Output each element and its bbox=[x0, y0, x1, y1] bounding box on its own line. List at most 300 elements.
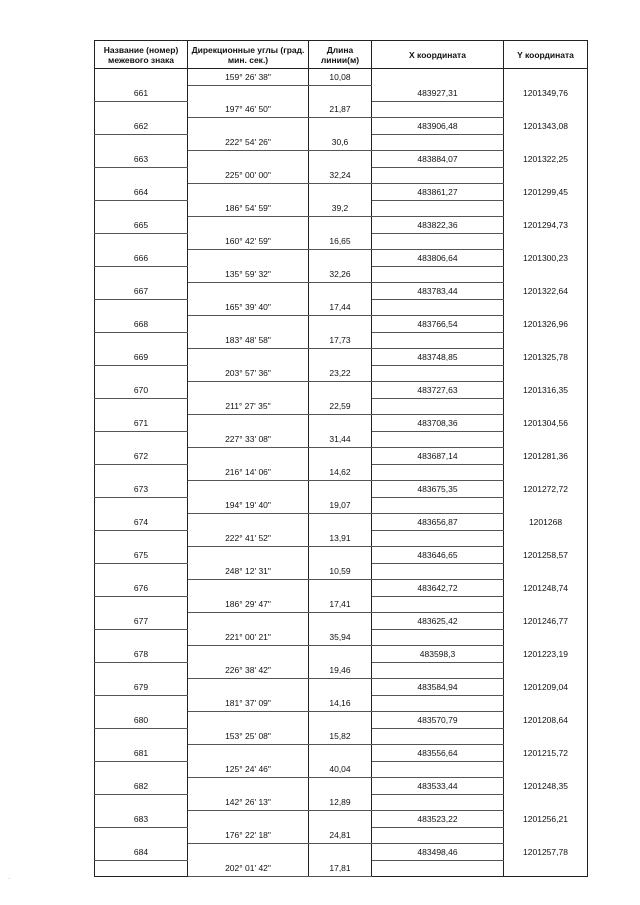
line-length-cell: 10,59 bbox=[309, 563, 372, 580]
point-name-cell: 661 bbox=[95, 85, 188, 101]
line-length-cell: 35,94 bbox=[309, 629, 372, 646]
y-coordinate-cell bbox=[504, 233, 588, 250]
point-name-cell: 677 bbox=[95, 613, 188, 630]
direction-angle-cell bbox=[188, 514, 309, 531]
point-name-cell: 664 bbox=[95, 184, 188, 201]
direction-angle-cell bbox=[188, 118, 309, 135]
direction-angle-cell: 165° 39' 40" bbox=[188, 299, 309, 316]
y-coordinate-cell bbox=[504, 398, 588, 415]
y-coordinate-cell bbox=[504, 332, 588, 349]
x-coordinate-cell: 483498,46 bbox=[372, 844, 504, 861]
header-y-coordinate: Y координата bbox=[504, 41, 588, 69]
segment-row bbox=[95, 497, 588, 514]
line-length-cell bbox=[309, 745, 372, 762]
direction-angle-cell bbox=[188, 184, 309, 201]
y-coordinate-cell bbox=[504, 860, 588, 877]
line-length-cell: 23,22 bbox=[309, 365, 372, 382]
point-name-cell bbox=[95, 431, 188, 448]
line-length-cell: 17,73 bbox=[309, 332, 372, 349]
segment-row bbox=[95, 134, 588, 151]
line-length-cell bbox=[309, 613, 372, 630]
point-name-cell bbox=[95, 69, 188, 86]
line-length-cell bbox=[309, 85, 372, 101]
y-coordinate-cell: 1201322,25 bbox=[504, 151, 588, 168]
header-row bbox=[95, 41, 588, 69]
point-row bbox=[95, 745, 588, 762]
point-row bbox=[95, 481, 588, 498]
line-length-cell bbox=[309, 349, 372, 366]
y-coordinate-cell: 1201208,64 bbox=[504, 712, 588, 729]
point-name-cell: 671 bbox=[95, 415, 188, 432]
x-coordinate-cell bbox=[372, 761, 504, 778]
y-coordinate-cell: 1201343,08 bbox=[504, 118, 588, 135]
line-length-cell bbox=[309, 118, 372, 135]
y-coordinate-cell: 1201209,04 bbox=[504, 679, 588, 696]
line-length-cell: 40,04 bbox=[309, 761, 372, 778]
direction-angle-cell bbox=[188, 679, 309, 696]
direction-angle-cell: 176° 22' 18" bbox=[188, 827, 309, 844]
point-row bbox=[95, 151, 588, 168]
y-coordinate-cell bbox=[504, 365, 588, 382]
direction-angle-cell bbox=[188, 448, 309, 465]
x-coordinate-cell bbox=[372, 398, 504, 415]
point-row bbox=[95, 778, 588, 795]
point-name-cell bbox=[95, 530, 188, 547]
line-length-cell: 32,26 bbox=[309, 266, 372, 283]
line-length-cell bbox=[309, 514, 372, 531]
x-coordinate-cell bbox=[372, 101, 504, 118]
y-coordinate-cell bbox=[504, 662, 588, 679]
x-coordinate-cell bbox=[372, 464, 504, 481]
point-name-cell bbox=[95, 266, 188, 283]
direction-angle-cell bbox=[188, 580, 309, 597]
direction-angle-cell: 181° 37' 09" bbox=[188, 695, 309, 712]
direction-angle-cell bbox=[188, 547, 309, 564]
line-length-cell bbox=[309, 415, 372, 432]
point-name-cell bbox=[95, 563, 188, 580]
direction-angle-cell: 225° 00' 00" bbox=[188, 167, 309, 184]
x-coordinate-cell bbox=[372, 200, 504, 217]
direction-angle-cell: 186° 54' 59" bbox=[188, 200, 309, 217]
segment-row bbox=[95, 728, 588, 745]
segment-row bbox=[95, 69, 588, 86]
point-name-cell: 681 bbox=[95, 745, 188, 762]
direction-angle-cell bbox=[188, 844, 309, 861]
x-coordinate-cell bbox=[372, 69, 504, 86]
direction-angle-cell: 216° 14' 06" bbox=[188, 464, 309, 481]
direction-angle-cell bbox=[188, 283, 309, 300]
x-coordinate-cell bbox=[372, 299, 504, 316]
x-coordinate-cell bbox=[372, 629, 504, 646]
line-length-cell bbox=[309, 778, 372, 795]
x-coordinate-cell bbox=[372, 167, 504, 184]
line-length-cell: 21,87 bbox=[309, 101, 372, 118]
point-name-cell bbox=[95, 596, 188, 613]
table-body bbox=[95, 69, 588, 877]
line-length-cell bbox=[309, 217, 372, 234]
point-row bbox=[95, 613, 588, 630]
direction-angle-cell bbox=[188, 811, 309, 828]
y-coordinate-cell: 1201304,56 bbox=[504, 415, 588, 432]
direction-angle-cell: 153° 25' 08" bbox=[188, 728, 309, 745]
point-name-cell: 675 bbox=[95, 547, 188, 564]
y-coordinate-cell bbox=[504, 69, 588, 86]
direction-angle-cell: 183° 48' 58" bbox=[188, 332, 309, 349]
point-row bbox=[95, 811, 588, 828]
y-coordinate-cell bbox=[504, 299, 588, 316]
y-coordinate-cell: 1201325,78 bbox=[504, 349, 588, 366]
y-coordinate-cell bbox=[504, 794, 588, 811]
line-length-cell bbox=[309, 283, 372, 300]
direction-angle-cell: 194° 19' 40" bbox=[188, 497, 309, 514]
direction-angle-cell: 203° 57' 36" bbox=[188, 365, 309, 382]
direction-angle-cell bbox=[188, 415, 309, 432]
line-length-cell bbox=[309, 712, 372, 729]
x-coordinate-cell bbox=[372, 596, 504, 613]
x-coordinate-cell bbox=[372, 266, 504, 283]
line-length-cell: 24,81 bbox=[309, 827, 372, 844]
segment-row bbox=[95, 860, 588, 877]
y-coordinate-cell: 1201258,57 bbox=[504, 547, 588, 564]
y-coordinate-cell bbox=[504, 563, 588, 580]
direction-angle-cell bbox=[188, 712, 309, 729]
line-length-cell bbox=[309, 646, 372, 663]
direction-angle-cell: 222° 41' 52" bbox=[188, 530, 309, 547]
line-length-cell: 17,41 bbox=[309, 596, 372, 613]
segment-row bbox=[95, 365, 588, 382]
header-point-name: Название (номер) межевого знака bbox=[95, 41, 188, 69]
segment-row bbox=[95, 662, 588, 679]
point-name-cell: 676 bbox=[95, 580, 188, 597]
direction-angle-cell bbox=[188, 778, 309, 795]
x-coordinate-cell bbox=[372, 794, 504, 811]
line-length-cell: 39,2 bbox=[309, 200, 372, 217]
x-coordinate-cell: 483806,64 bbox=[372, 250, 504, 267]
y-coordinate-cell: 1201299,45 bbox=[504, 184, 588, 201]
line-length-cell: 17,81 bbox=[309, 860, 372, 877]
y-coordinate-cell: 1201349,76 bbox=[504, 85, 588, 101]
direction-angle-cell bbox=[188, 745, 309, 762]
point-row bbox=[95, 415, 588, 432]
y-coordinate-cell: 1201257,78 bbox=[504, 844, 588, 861]
point-name-cell: 672 bbox=[95, 448, 188, 465]
line-length-cell bbox=[309, 184, 372, 201]
x-coordinate-cell: 483766,54 bbox=[372, 316, 504, 333]
direction-angle-cell bbox=[188, 316, 309, 333]
x-coordinate-cell: 483584,94 bbox=[372, 679, 504, 696]
y-coordinate-cell bbox=[504, 629, 588, 646]
y-coordinate-cell: 1201322,64 bbox=[504, 283, 588, 300]
direction-angle-cell bbox=[188, 613, 309, 630]
line-length-cell bbox=[309, 679, 372, 696]
line-length-cell: 13,91 bbox=[309, 530, 372, 547]
point-name-cell bbox=[95, 629, 188, 646]
direction-angle-cell: 202° 01' 42" bbox=[188, 860, 309, 877]
y-coordinate-cell: 1201215,72 bbox=[504, 745, 588, 762]
x-coordinate-cell: 483822,36 bbox=[372, 217, 504, 234]
segment-row bbox=[95, 761, 588, 778]
segment-row bbox=[95, 167, 588, 184]
point-row bbox=[95, 547, 588, 564]
segment-row bbox=[95, 266, 588, 283]
segment-row bbox=[95, 200, 588, 217]
segment-row bbox=[95, 431, 588, 448]
y-coordinate-cell bbox=[504, 134, 588, 151]
point-name-cell: 665 bbox=[95, 217, 188, 234]
point-name-cell bbox=[95, 497, 188, 514]
line-length-cell bbox=[309, 844, 372, 861]
x-coordinate-cell bbox=[372, 563, 504, 580]
point-name-cell bbox=[95, 464, 188, 481]
line-length-cell: 10,08 bbox=[309, 69, 372, 86]
table-header bbox=[95, 41, 588, 69]
point-row bbox=[95, 382, 588, 399]
x-coordinate-cell: 483906,48 bbox=[372, 118, 504, 135]
y-coordinate-cell bbox=[504, 497, 588, 514]
y-coordinate-cell bbox=[504, 761, 588, 778]
direction-angle-cell: 248° 12' 31" bbox=[188, 563, 309, 580]
point-row bbox=[95, 646, 588, 663]
line-length-cell bbox=[309, 448, 372, 465]
point-name-cell: 666 bbox=[95, 250, 188, 267]
x-coordinate-cell: 483783,44 bbox=[372, 283, 504, 300]
point-row bbox=[95, 349, 588, 366]
boundary-coordinates-table bbox=[94, 40, 588, 877]
y-coordinate-cell: 1201326,96 bbox=[504, 316, 588, 333]
x-coordinate-cell bbox=[372, 860, 504, 877]
direction-angle-cell: 222° 54' 26" bbox=[188, 134, 309, 151]
segment-row bbox=[95, 299, 588, 316]
point-row bbox=[95, 184, 588, 201]
y-coordinate-cell bbox=[504, 167, 588, 184]
line-length-cell: 15,82 bbox=[309, 728, 372, 745]
x-coordinate-cell bbox=[372, 134, 504, 151]
point-row bbox=[95, 118, 588, 135]
direction-angle-cell: 197° 46' 50" bbox=[188, 101, 309, 118]
point-name-cell bbox=[95, 695, 188, 712]
y-coordinate-cell bbox=[504, 596, 588, 613]
x-coordinate-cell: 483642,72 bbox=[372, 580, 504, 597]
y-coordinate-cell bbox=[504, 464, 588, 481]
line-length-cell: 16,65 bbox=[309, 233, 372, 250]
line-length-cell bbox=[309, 250, 372, 267]
x-coordinate-cell: 483861,27 bbox=[372, 184, 504, 201]
segment-row bbox=[95, 530, 588, 547]
segment-row bbox=[95, 563, 588, 580]
point-name-cell bbox=[95, 860, 188, 877]
direction-angle-cell: 159° 26' 38" bbox=[188, 69, 309, 86]
y-coordinate-cell: 1201272,72 bbox=[504, 481, 588, 498]
x-coordinate-cell: 483927,31 bbox=[372, 85, 504, 101]
x-coordinate-cell: 483646,65 bbox=[372, 547, 504, 564]
y-coordinate-cell: 1201223,19 bbox=[504, 646, 588, 663]
direction-angle-cell bbox=[188, 85, 309, 101]
direction-angle-cell bbox=[188, 217, 309, 234]
point-name-cell: 680 bbox=[95, 712, 188, 729]
x-coordinate-cell bbox=[372, 365, 504, 382]
direction-angle-cell: 160° 42' 59" bbox=[188, 233, 309, 250]
y-coordinate-cell: 1201248,35 bbox=[504, 778, 588, 795]
point-row bbox=[95, 217, 588, 234]
point-name-cell: 663 bbox=[95, 151, 188, 168]
direction-angle-cell: 135° 59' 32" bbox=[188, 266, 309, 283]
y-coordinate-cell bbox=[504, 728, 588, 745]
line-length-cell: 30,6 bbox=[309, 134, 372, 151]
direction-angle-cell bbox=[188, 250, 309, 267]
x-coordinate-cell: 483523,22 bbox=[372, 811, 504, 828]
y-coordinate-cell bbox=[504, 695, 588, 712]
x-coordinate-cell: 483687,14 bbox=[372, 448, 504, 465]
point-name-cell: 662 bbox=[95, 118, 188, 135]
x-coordinate-cell bbox=[372, 431, 504, 448]
point-name-cell: 684 bbox=[95, 844, 188, 861]
y-coordinate-cell: 1201268 bbox=[504, 514, 588, 531]
line-length-cell: 31,44 bbox=[309, 431, 372, 448]
segment-row bbox=[95, 695, 588, 712]
x-coordinate-cell: 483656,87 bbox=[372, 514, 504, 531]
point-name-cell: 670 bbox=[95, 382, 188, 399]
x-coordinate-cell bbox=[372, 530, 504, 547]
x-coordinate-cell bbox=[372, 233, 504, 250]
segment-row bbox=[95, 629, 588, 646]
point-name-cell bbox=[95, 167, 188, 184]
direction-angle-cell bbox=[188, 646, 309, 663]
x-coordinate-cell: 483727,63 bbox=[372, 382, 504, 399]
y-coordinate-cell: 1201246,77 bbox=[504, 613, 588, 630]
point-name-cell bbox=[95, 827, 188, 844]
line-length-cell bbox=[309, 481, 372, 498]
point-name-cell: 673 bbox=[95, 481, 188, 498]
y-coordinate-cell: 1201300,23 bbox=[504, 250, 588, 267]
line-length-cell: 19,07 bbox=[309, 497, 372, 514]
line-length-cell bbox=[309, 316, 372, 333]
line-length-cell bbox=[309, 580, 372, 597]
x-coordinate-cell: 483675,35 bbox=[372, 481, 504, 498]
y-coordinate-cell: 1201294,73 bbox=[504, 217, 588, 234]
point-row bbox=[95, 448, 588, 465]
x-coordinate-cell: 483533,44 bbox=[372, 778, 504, 795]
point-row bbox=[95, 283, 588, 300]
header-direction-angle: Дирекционные углы (град. мин. сек.) bbox=[188, 41, 309, 69]
point-name-cell bbox=[95, 662, 188, 679]
direction-angle-cell bbox=[188, 151, 309, 168]
segment-row bbox=[95, 464, 588, 481]
direction-angle-cell: 211° 27' 35" bbox=[188, 398, 309, 415]
direction-angle-cell bbox=[188, 481, 309, 498]
segment-row bbox=[95, 827, 588, 844]
x-coordinate-cell: 483708,36 bbox=[372, 415, 504, 432]
point-row bbox=[95, 679, 588, 696]
x-coordinate-cell: 483625,42 bbox=[372, 613, 504, 630]
y-coordinate-cell: 1201281,36 bbox=[504, 448, 588, 465]
line-length-cell: 14,62 bbox=[309, 464, 372, 481]
line-length-cell: 32,24 bbox=[309, 167, 372, 184]
point-row bbox=[95, 85, 588, 101]
point-name-cell: 674 bbox=[95, 514, 188, 531]
x-coordinate-cell: 483598,3 bbox=[372, 646, 504, 663]
segment-row bbox=[95, 398, 588, 415]
point-name-cell: 668 bbox=[95, 316, 188, 333]
point-row bbox=[95, 316, 588, 333]
line-length-cell: 17,44 bbox=[309, 299, 372, 316]
y-coordinate-cell: 1201316,35 bbox=[504, 382, 588, 399]
direction-angle-cell: 186° 29' 47" bbox=[188, 596, 309, 613]
line-length-cell bbox=[309, 382, 372, 399]
point-name-cell bbox=[95, 728, 188, 745]
x-coordinate-cell bbox=[372, 332, 504, 349]
line-length-cell: 14,16 bbox=[309, 695, 372, 712]
x-coordinate-cell bbox=[372, 728, 504, 745]
scan-speck: · bbox=[8, 876, 10, 882]
segment-row bbox=[95, 794, 588, 811]
x-coordinate-cell: 483884,07 bbox=[372, 151, 504, 168]
point-name-cell bbox=[95, 134, 188, 151]
y-coordinate-cell bbox=[504, 431, 588, 448]
point-name-cell: 679 bbox=[95, 679, 188, 696]
point-name-cell bbox=[95, 761, 188, 778]
point-name-cell bbox=[95, 398, 188, 415]
y-coordinate-cell: 1201256,21 bbox=[504, 811, 588, 828]
y-coordinate-cell: 1201248,74 bbox=[504, 580, 588, 597]
point-row bbox=[95, 844, 588, 861]
point-name-cell: 678 bbox=[95, 646, 188, 663]
direction-angle-cell: 221° 00' 21" bbox=[188, 629, 309, 646]
point-name-cell: 682 bbox=[95, 778, 188, 795]
line-length-cell: 19,46 bbox=[309, 662, 372, 679]
segment-row bbox=[95, 233, 588, 250]
x-coordinate-cell bbox=[372, 497, 504, 514]
line-length-cell bbox=[309, 811, 372, 828]
header-line-length: Длина линии(м) bbox=[309, 41, 372, 69]
x-coordinate-cell bbox=[372, 827, 504, 844]
point-name-cell bbox=[95, 200, 188, 217]
line-length-cell: 12,89 bbox=[309, 794, 372, 811]
point-name-cell bbox=[95, 794, 188, 811]
point-name-cell bbox=[95, 332, 188, 349]
direction-angle-cell: 125° 24' 46" bbox=[188, 761, 309, 778]
y-coordinate-cell bbox=[504, 200, 588, 217]
point-name-cell bbox=[95, 233, 188, 250]
direction-angle-cell: 226° 38' 42" bbox=[188, 662, 309, 679]
y-coordinate-cell bbox=[504, 266, 588, 283]
point-name-cell bbox=[95, 365, 188, 382]
x-coordinate-cell bbox=[372, 695, 504, 712]
point-row bbox=[95, 514, 588, 531]
line-length-cell: 22,59 bbox=[309, 398, 372, 415]
point-name-cell: 669 bbox=[95, 349, 188, 366]
point-name-cell bbox=[95, 299, 188, 316]
point-name-cell: 683 bbox=[95, 811, 188, 828]
point-row bbox=[95, 580, 588, 597]
line-length-cell bbox=[309, 547, 372, 564]
segment-row bbox=[95, 596, 588, 613]
y-coordinate-cell bbox=[504, 827, 588, 844]
point-row bbox=[95, 250, 588, 267]
direction-angle-cell bbox=[188, 349, 309, 366]
direction-angle-cell: 227° 33' 08" bbox=[188, 431, 309, 448]
line-length-cell bbox=[309, 151, 372, 168]
point-row bbox=[95, 712, 588, 729]
point-name-cell: 667 bbox=[95, 283, 188, 300]
y-coordinate-cell bbox=[504, 530, 588, 547]
x-coordinate-cell: 483556,64 bbox=[372, 745, 504, 762]
point-name-cell bbox=[95, 101, 188, 118]
header-x-coordinate: X координата bbox=[372, 41, 504, 69]
direction-angle-cell: 142° 26' 13" bbox=[188, 794, 309, 811]
segment-row bbox=[95, 332, 588, 349]
x-coordinate-cell bbox=[372, 662, 504, 679]
x-coordinate-cell: 483748,85 bbox=[372, 349, 504, 366]
